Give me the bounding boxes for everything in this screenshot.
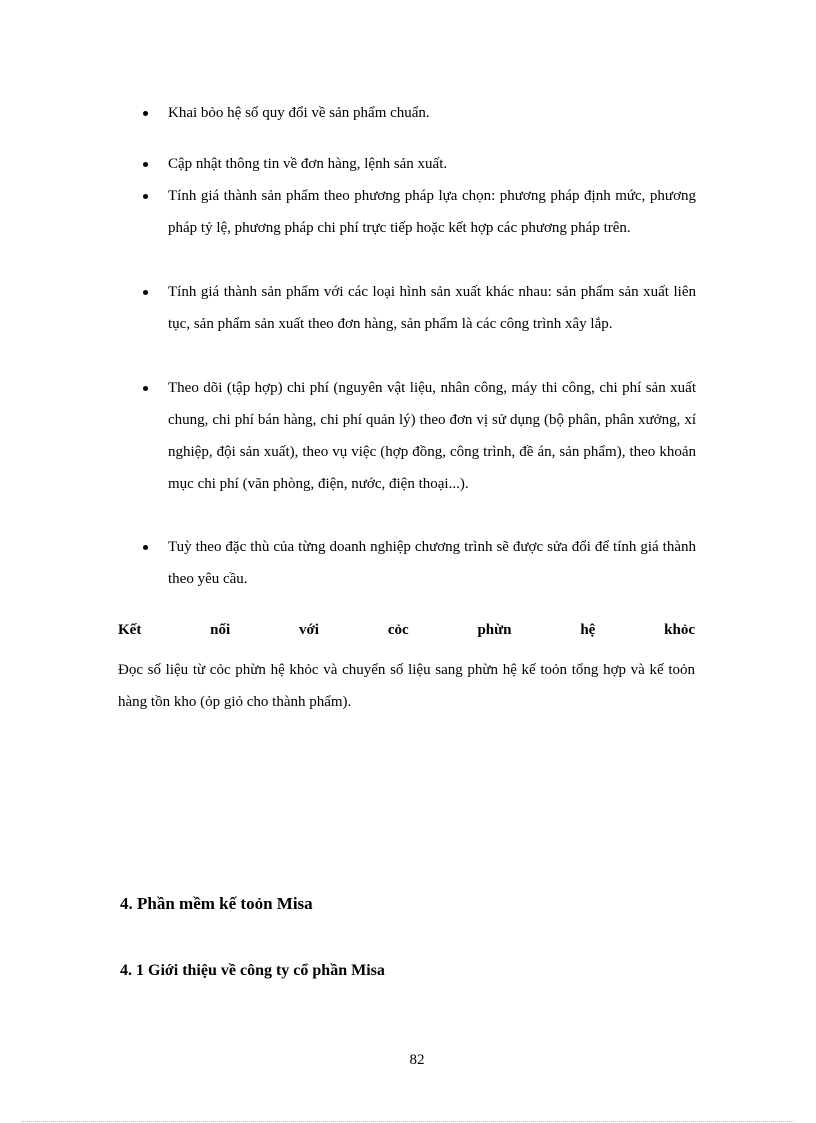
bullet-text: Tuỳ theo đặc thù của từng doanh nghiệp chương trình sẽ được sửa đổi để tính giá thành theo yêu cầu. [168, 539, 696, 587]
bullet-item [143, 148, 698, 180]
word: hệ [227, 105, 242, 121]
bullet-item [143, 97, 698, 129]
bullet-text: Theo dõi (tập hợp) chi phí (nguyên vật liệu, nhân công, máy thi công, chi phí sản xuất chung, chi phí bán hàng, chi phí quản lý) theo đơn vị sử dụng (bộ phân, phân xưởng, xí nghiệp, đội sản xuất), theo vụ việc (hợp đồng, công trình, đề án, sản phẩm), theo khoản mục chi phí (văn phòng, điện, nước, điện thoại...). [168, 380, 696, 492]
bullet-item [143, 180, 698, 244]
word: sản [329, 105, 350, 121]
bullet-text: Tính giá thành sản phẩm theo phương pháp lựa chọn: phương pháp định mức, phương pháp tỷ lệ, phương pháp chi phí trực tiếp hoặc kết hợp các phương pháp trên. [168, 188, 696, 236]
bullet-item [143, 372, 698, 500]
bullet-dot [143, 194, 148, 199]
bullet-text: Tính giá thành sản phẩm với các loại hình sản xuất khác nhau: sản phẩm sản xuất liên tục, sản phẩm sản xuất theo đơn hàng, sản phẩm là các công trình xây lắp. [168, 284, 696, 332]
bullet-item [143, 531, 698, 595]
word: đổi [288, 105, 308, 121]
word: Khai [168, 105, 198, 121]
section-title: 4. Phần mềm kế toỏn Misa [120, 894, 313, 913]
word: nối [210, 622, 231, 638]
word: khỏc [664, 622, 695, 638]
bullet-text: Cập nhật thông tin về đơn hàng, lệnh sản xuất. [168, 156, 448, 172]
bullet-dot [143, 386, 148, 391]
page-bottom-divider [22, 1121, 794, 1122]
word: quy [262, 105, 285, 121]
bullet-dot [143, 545, 148, 550]
bullet-text-spread [168, 97, 696, 129]
word: với [299, 622, 319, 638]
word: số [245, 105, 259, 121]
word: phẩm [353, 105, 387, 121]
word: Kết [118, 622, 142, 638]
word: bỏo [200, 105, 224, 121]
bullet-item [143, 276, 698, 340]
word: cỏc [387, 622, 409, 638]
connect-paragraph: Đọc số liệu từ cỏc phừn hệ khỏc và chuyển số liệu sang phừn hệ kế toỏn tổng hợp và kế toỏn hàng tồn kho (ỏp giỏ cho thành phẩm). [118, 662, 695, 710]
subsection-title: 4. 1 Giới thiệu về công ty cổ phần Misa [120, 962, 385, 979]
word: chuẩn. [390, 105, 430, 121]
word: phừn [477, 622, 512, 638]
word: về [311, 105, 326, 121]
connect-heading [118, 614, 695, 646]
page-number: 82 [409, 1052, 425, 1068]
bullet-dot [143, 290, 148, 295]
bullet-dot [143, 111, 148, 116]
bullet-dot [143, 162, 148, 167]
word: hệ [580, 622, 596, 638]
